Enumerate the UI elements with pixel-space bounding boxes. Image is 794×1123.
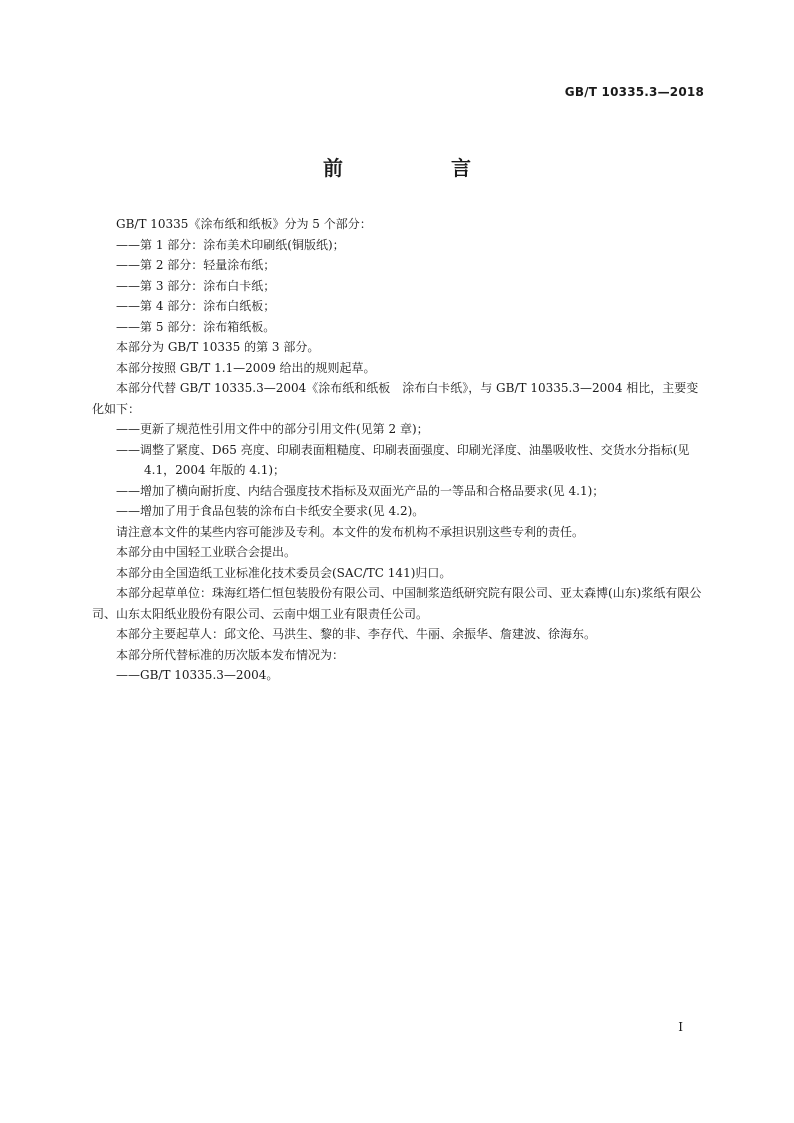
- page-number: I: [678, 1020, 683, 1034]
- list-item-part-2: ——第 2 部分：轻量涂布纸；: [116, 258, 276, 272]
- paragraph-replaces: 本部分代替 GB/T 10335.3—2004《涂布纸和纸板 涂布白卡纸》，与 GB/T 10335.3—2004 相比，主要变化如下：: [92, 381, 699, 416]
- paragraph-intro: GB/T 10335《涂布纸和纸板》分为 5 个部分：: [116, 217, 372, 231]
- list-item-part-5: ——第 5 部分：涂布箱纸板。: [116, 319, 276, 334]
- list-item-history-1: ——GB/T 10335.3—2004。: [116, 668, 279, 682]
- list-item-change-1: ——更新了规范性引用文件中的部分引用文件(见第 2 章)；: [116, 422, 429, 436]
- list-item-change-2: ——调整了紧度、D65 亮度、印刷表面粗糙度、印刷表面强度、印刷光泽度、油墨吸收性、交货水分指标(见 4.1，2004 年版的 4.1)；: [116, 442, 690, 477]
- paragraph-history: 本部分所代替标准的历次版本发布情况为：: [116, 647, 345, 662]
- foreword-body: [92, 214, 706, 686]
- paragraph-proposed-by: 本部分由中国轻工业联合会提出。: [116, 545, 297, 559]
- paragraph-drafters: 本部分主要起草人：邱文伦、马洪生、黎的非、李存代、牛丽、余振华、詹建波、徐海东。: [116, 627, 597, 641]
- paragraph-part-note: 本部分为 GB/T 10335 的第 3 部分。: [116, 340, 320, 354]
- list-item-part-3: ——第 3 部分：涂布白卡纸；: [116, 278, 276, 293]
- list-item-change-4: ——增加了用于食品包装的涂布白卡纸安全要求(见 4.2)。: [116, 504, 425, 518]
- list-item-change-3: ——增加了横向耐折度、内结合强度技术指标及双面光产品的一等品和合格品要求(见 4.1)；: [116, 483, 605, 498]
- standard-number: GB/T 10335.3—2018: [564, 85, 704, 99]
- paragraph-administered-by: 本部分由全国造纸工业标准化技术委员会(SAC/TC 141)归口。: [116, 565, 452, 580]
- page-title: 前 言: [323, 156, 515, 180]
- paragraph-patent-notice: 请注意本文件的某些内容可能涉及专利。本文件的发布机构不承担识别这些专利的责任。: [116, 524, 585, 539]
- list-item-part-1: ——第 1 部分：涂布美术印刷纸(铜版纸)；: [116, 237, 345, 252]
- paragraph-drafting-rules: 本部分按照 GB/T 1.1—2009 给出的规则起草。: [116, 360, 376, 375]
- list-item-part-4: ——第 4 部分：涂布白纸板；: [116, 299, 276, 313]
- paragraph-drafting-units: 本部分起草单位：珠海红塔仁恒包装股份有限公司、中国制浆造纸研究院有限公司、亚太森博(山东)浆纸有限公司、山东太阳纸业股份有限公司、云南中烟工业有限责任公司。: [92, 586, 702, 621]
